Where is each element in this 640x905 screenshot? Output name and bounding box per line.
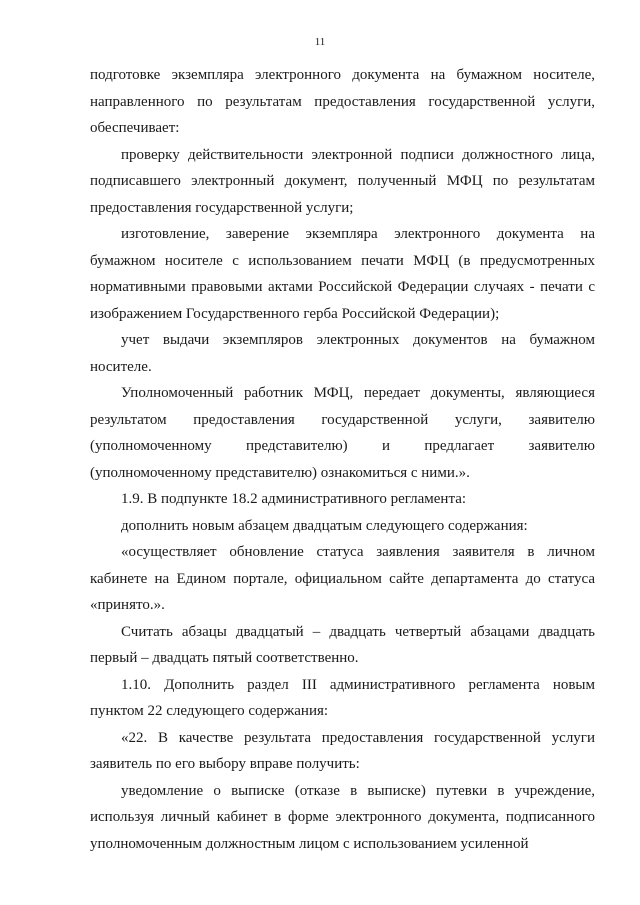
paragraph-5: Уполномоченный работник МФЦ, передает документы, являющиеся результатом предоставления государственной услуги, заявителю (уполномоченному представителю) и предлагает заявителю (уполномоченному представителю) ознакомиться с ними.». [90,385,595,481]
paragraph-9: Считать абзацы двадцатый – двадцать четвертый абзацами двадцать первый – двадцать пятый соответственно. [90,623,595,666]
paragraph-10: 1.10. Дополнить раздел III административного регламента новым пунктом 22 следующего содержания: [90,676,595,719]
paragraph-2: проверку действительности электронной подписи должностного лица, подписавшего электронный документ, полученный МФЦ по результатам предоставления государственной услуги; [90,146,595,216]
paragraph-4: учет выдачи экземпляров электронных документов на бумажном носителе. [90,332,595,375]
page-number: 11 [314,36,326,48]
paragraph-6: 1.9. В подпункте 18.2 административного регламента: [121,491,467,507]
paragraph-12: уведомление о выписке (отказе в выписке) путевки в учреждение, используя личный кабинет в форме электронного документа, подписанного уполномоченным должностным лицом с использованием усиленной [90,782,595,852]
document-body [90,62,595,857]
paragraph-11: «22. В качестве результата предоставления государственной услуги заявитель по его выбору вправе получить: [90,729,595,772]
paragraph-8: «осуществляет обновление статуса заявления заявителя в личном кабинете на Едином портале, официальном сайте департамента до статуса «принято.». [90,544,595,613]
paragraph-1: подготовке экземпляра электронного документа на бумажном носителе, направленного по результатам предоставления государственной услуги, обеспечивает: [90,67,595,136]
paragraph-3: изготовление, заверение экземпляра электронного документа на бумажном носителе с использованием печати МФЦ (в предусмотренных нормативными правовыми актами Российской Федерации случаях - печати с изображением Государственного герба Российской Федерации); [90,226,595,322]
paragraph-7: дополнить новым абзацем двадцатым следующего содержания: [121,517,528,534]
